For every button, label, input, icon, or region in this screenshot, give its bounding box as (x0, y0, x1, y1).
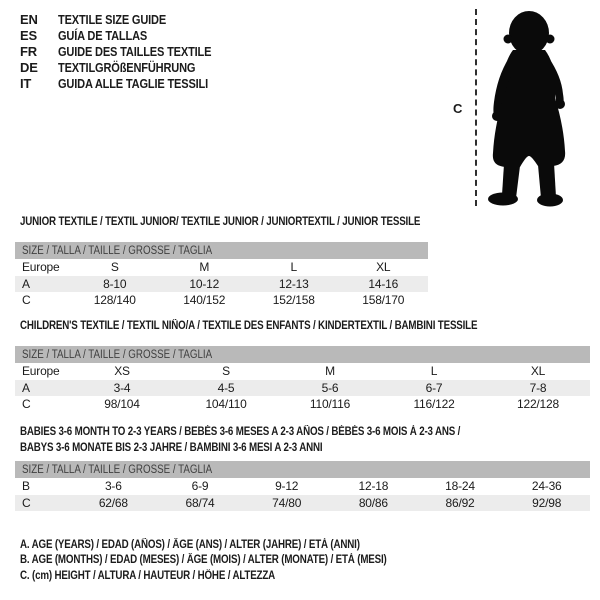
months-cell: 9-12 (275, 479, 299, 494)
row-label: B (22, 479, 30, 494)
height-measure-dashed-line (475, 9, 477, 206)
babies-title-line1: BABIES 3-6 MONTH TO 2-3 YEARS / BEBÉS 3-6 MESES A 2-3 AÑOS / BÉBÉS 3-6 MOIS À 2-3 ANS / (20, 426, 461, 438)
size-cell: L (290, 260, 297, 275)
babies-table-title (20, 425, 538, 456)
size-header-bar (15, 346, 590, 363)
footnote-a: A. AGE (YEARS) / EDAD (AÑOS) / ÂGE (ANS) / ALTER (JAHRE) / ETÀ (ANNI) (20, 539, 360, 551)
height-marker-label: C (453, 101, 463, 116)
table-row-height (15, 396, 590, 413)
height-cell: 128/140 (93, 293, 136, 308)
size-cell: M (199, 260, 210, 275)
language-label: TEXTILGRÖßENFÜHRUNG (58, 59, 196, 75)
months-cell: 18-24 (445, 479, 475, 494)
table-row-age (15, 276, 428, 293)
height-cell: 110/116 (309, 397, 351, 412)
height-cell: 68/74 (185, 495, 215, 510)
months-cell: 6-9 (191, 479, 209, 494)
babies-size-table (15, 461, 590, 511)
language-label: TEXTILE SIZE GUIDE (58, 12, 167, 28)
children-size-table (15, 346, 590, 413)
row-label: C (22, 397, 31, 412)
age-cell: 3-4 (113, 380, 131, 395)
size-header-bar (15, 242, 428, 259)
junior-size-table (15, 242, 428, 309)
age-cell: 7-8 (529, 380, 547, 395)
size-cell: XS (114, 364, 130, 379)
row-label: A (22, 380, 30, 395)
row-label: A (22, 276, 30, 291)
age-cell: 4-5 (217, 380, 235, 395)
height-cell: 62/68 (98, 495, 128, 510)
size-header-bar (15, 461, 590, 478)
language-code: FR (20, 43, 37, 59)
table-row-height (15, 495, 590, 512)
height-cell: 158/170 (362, 293, 405, 308)
height-cell: 122/128 (517, 397, 559, 412)
language-row-de (20, 59, 238, 75)
height-cell: 86/92 (445, 495, 475, 510)
size-cell: L (430, 364, 438, 379)
size-header-label: SIZE / TALLA / TAILLE / GRÖSSE / TAGLIA (22, 463, 213, 476)
language-row-en (20, 12, 238, 28)
footnote-c: C. (cm) HEIGHT / ALTURA / HAUTEUR / HÖHE / ALTEZZA (20, 569, 276, 582)
babies-title-line2: BABYS 3-6 MONATE BIS 2-3 JAHRE / BAMBINI 3-6 MESI A 2-3 ANNI (20, 441, 323, 454)
table-row-europe (15, 259, 428, 276)
months-cell: 12-18 (358, 479, 389, 494)
height-cell: 74/80 (272, 495, 302, 510)
size-header-label: SIZE / TALLA / TAILLE / GRÖSSE / TAGLIA (22, 244, 213, 257)
months-cell: 24-36 (531, 479, 562, 494)
toddler-silhouette-image (482, 8, 577, 208)
junior-table-title: JUNIOR TEXTILE / TEXTIL JUNIOR/ TEXTILE JUNIOR / JUNIORTEXTIL / JUNIOR TESSILE (20, 216, 421, 228)
height-cell: 116/122 (413, 397, 455, 412)
language-code: DE (20, 59, 38, 75)
size-header-label: SIZE / TALLA / TAILLE / GRÖSSE / TAGLIA (22, 348, 213, 361)
row-label: Europe (22, 364, 60, 379)
row-label: Europe (22, 260, 60, 275)
size-cell: S (222, 364, 230, 379)
row-label: C (22, 293, 31, 308)
row-label: C (22, 495, 31, 510)
age-cell: 14-16 (368, 276, 399, 291)
children-table-title: CHILDREN'S TEXTILE / TEXTIL NIÑO/A / TEXTILE DES ENFANTS / KINDERTEXTIL / BAMBINI TESSILE (20, 320, 478, 332)
months-cell: 3-6 (104, 479, 122, 494)
height-cell: 104/110 (205, 397, 247, 412)
size-cell: S (110, 260, 119, 275)
size-cell: XL (376, 260, 391, 275)
height-figure (450, 0, 600, 215)
language-row-es (20, 28, 238, 44)
age-cell: 10-12 (189, 276, 220, 291)
table-row-height (15, 292, 428, 309)
height-cell: 80/86 (358, 495, 388, 510)
height-cell: 140/152 (183, 293, 226, 308)
language-guide-list (20, 12, 238, 91)
age-cell: 12-13 (278, 276, 309, 291)
table-row-months (15, 478, 590, 495)
age-cell: 6-7 (425, 380, 443, 395)
size-cell: XL (530, 364, 546, 379)
language-label: GUÍA DE TALLAS (58, 28, 148, 44)
language-code: EN (20, 12, 38, 28)
age-cell: 5-6 (321, 380, 339, 395)
height-cell: 98/104 (104, 397, 140, 412)
age-cell: 8-10 (103, 276, 127, 291)
height-cell: 152/158 (272, 293, 315, 308)
table-row-age (15, 380, 590, 397)
language-label: GUIDE DES TAILLES TEXTILE (58, 43, 212, 59)
table-row-europe (15, 363, 590, 380)
footnote-legend (20, 538, 451, 584)
language-row-fr (20, 44, 238, 60)
language-label: GUIDA ALLE TAGLIE TESSILI (58, 75, 209, 91)
height-cell: 92/98 (532, 495, 562, 510)
language-code: ES (20, 28, 37, 44)
size-cell: M (325, 364, 335, 379)
language-code: IT (20, 75, 32, 91)
footnote-b: B. AGE (MONTHS) / EDAD (MESES) / ÂGE (MOIS) / ALTER (MONATE) / ETÀ (MESI) (20, 554, 387, 567)
language-row-it (20, 75, 238, 91)
